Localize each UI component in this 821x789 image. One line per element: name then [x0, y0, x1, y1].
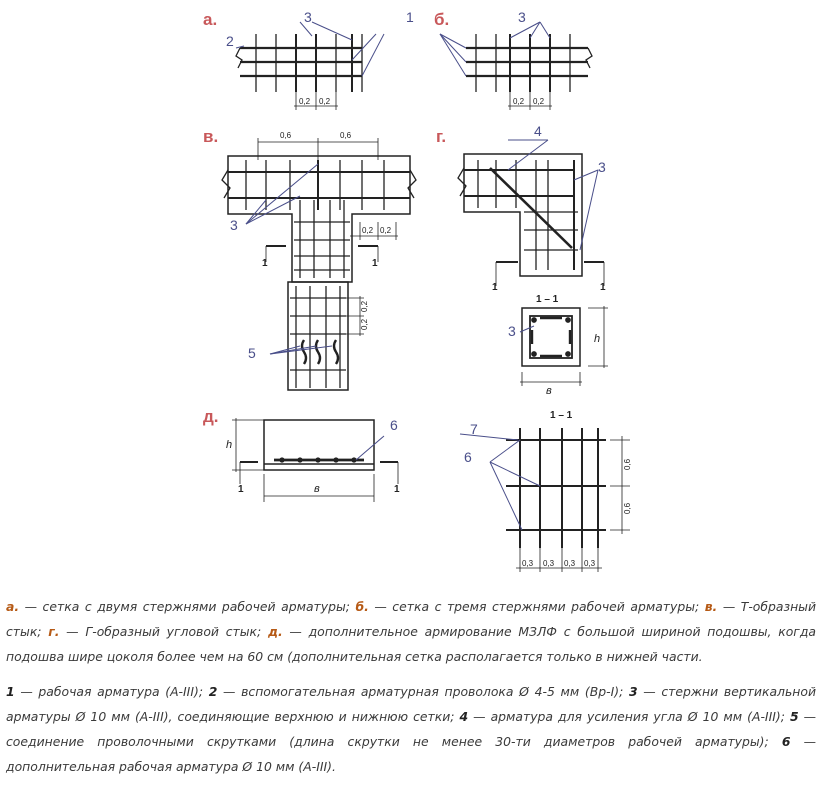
legend-key-6: 6: [781, 734, 791, 749]
label-g: г.: [436, 127, 447, 146]
callout-3-b: 3: [518, 9, 526, 25]
dim-v-side-2: 0,2: [380, 226, 392, 235]
callout-6-d: 6: [390, 417, 398, 433]
dim-grid-h-1: 0,3: [522, 559, 534, 568]
caption-key-a: а.: [6, 599, 20, 614]
callout-4: 4: [534, 123, 542, 139]
dim-a-2: 0,2: [319, 97, 331, 106]
caption-text-a: — сетка с двумя стержнями рабочей арматуры;: [19, 599, 356, 614]
section-title-grid: 1 – 1: [550, 410, 573, 421]
dim-v-top-2: 0,6: [340, 131, 352, 140]
width-label-d: в: [314, 483, 320, 495]
label-d: д.: [203, 407, 219, 426]
legend-text-6: — дополнительная рабочая арматура Ø 10 мм (А-III).: [6, 734, 816, 774]
caption-para-1: [6, 594, 816, 669]
height-label-g: h: [594, 333, 601, 345]
label-b: б.: [434, 10, 450, 29]
callout-3-g: 3: [598, 159, 606, 175]
caption-key-g: г.: [48, 624, 60, 639]
section-mark-v-right: 1: [372, 258, 378, 269]
legend-key-2: 2: [208, 684, 218, 699]
dim-grid-v-1: 0,6: [623, 458, 632, 470]
legend-key-5: 5: [789, 709, 799, 724]
dim-grid-h-3: 0,3: [564, 559, 576, 568]
callout-3-v: 3: [230, 217, 238, 233]
callout-2: 2: [226, 33, 234, 49]
callout-7: 7: [470, 421, 478, 437]
section-title-g: 1 – 1: [536, 294, 559, 305]
dim-grid-v-2: 0,6: [623, 502, 632, 514]
diagram-d: [232, 418, 630, 572]
height-label-d: h: [226, 439, 233, 451]
diagram-g: [458, 140, 608, 386]
dim-a-1: 0,2: [299, 97, 311, 106]
width-label-g: в: [546, 385, 552, 397]
section-mark-d-right: 1: [394, 484, 400, 495]
legend-key-4: 4: [459, 709, 469, 724]
caption-key-b: б.: [355, 599, 369, 614]
dim-v-side-1: 0,2: [362, 226, 374, 235]
caption-text-v: — Т-образный стык;: [6, 599, 817, 639]
callout-5: 5: [248, 345, 256, 361]
legend-text-2: — вспомогательная арматурная проволока Ø 4-5 мм (Вр-I);: [217, 684, 629, 699]
caption-key-v: в.: [704, 599, 718, 614]
caption-text-d: — дополнительное армирование МЗЛФ с большой шириной подошвы, когда подошва шире цоколя более чем на 60 см (дополнительная сетка располагается только в нижней части.: [6, 624, 816, 664]
legend-key-1: 1: [6, 684, 15, 699]
legend-key-3: 3: [628, 684, 638, 699]
section-mark-v-left: 1: [262, 258, 268, 269]
section-mark-g-left: 1: [492, 282, 498, 293]
section-mark-g-right: 1: [600, 282, 606, 293]
legend-text-4: — арматура для усиления угла Ø 10 мм (А-III);: [468, 709, 790, 724]
legend-text-5: — соединение проволочными скрутками (длина скрутки не менее 30-ти диаметров рабочей арматуры);: [6, 709, 816, 749]
caption: [6, 594, 816, 789]
dim-grid-h-4: 0,3: [584, 559, 596, 568]
legend-text-1: — рабочая арматура (А-III);: [14, 684, 209, 699]
legend-text-3: — стержни вертикальной арматуры Ø 10 мм (А-III), соединяющие верхнюю и нижнюю сетки;: [6, 684, 816, 724]
dim-grid-h-2: 0,3: [543, 559, 555, 568]
dim-b-2: 0,2: [533, 97, 545, 106]
callout-3-section: 3: [508, 323, 516, 339]
caption-text-b: — сетка с тремя стержнями рабочей арматуры;: [368, 599, 705, 614]
label-a: а.: [203, 10, 218, 29]
callout-6-grid: 6: [464, 449, 472, 465]
dim-col-2: 0,2: [360, 318, 369, 330]
callout-1: 1: [406, 9, 414, 25]
caption-key-d: д.: [267, 624, 283, 639]
section-mark-d-left: 1: [238, 484, 244, 495]
callout-3-a: 3: [304, 9, 312, 25]
dim-b-1: 0,2: [513, 97, 525, 106]
label-v: в.: [203, 127, 219, 146]
dim-v-top-1: 0,6: [280, 131, 292, 140]
caption-text-g: — Г-образный угловой стык;: [59, 624, 268, 639]
caption-para-2: [6, 679, 816, 779]
dim-col-1: 0,2: [360, 300, 369, 312]
